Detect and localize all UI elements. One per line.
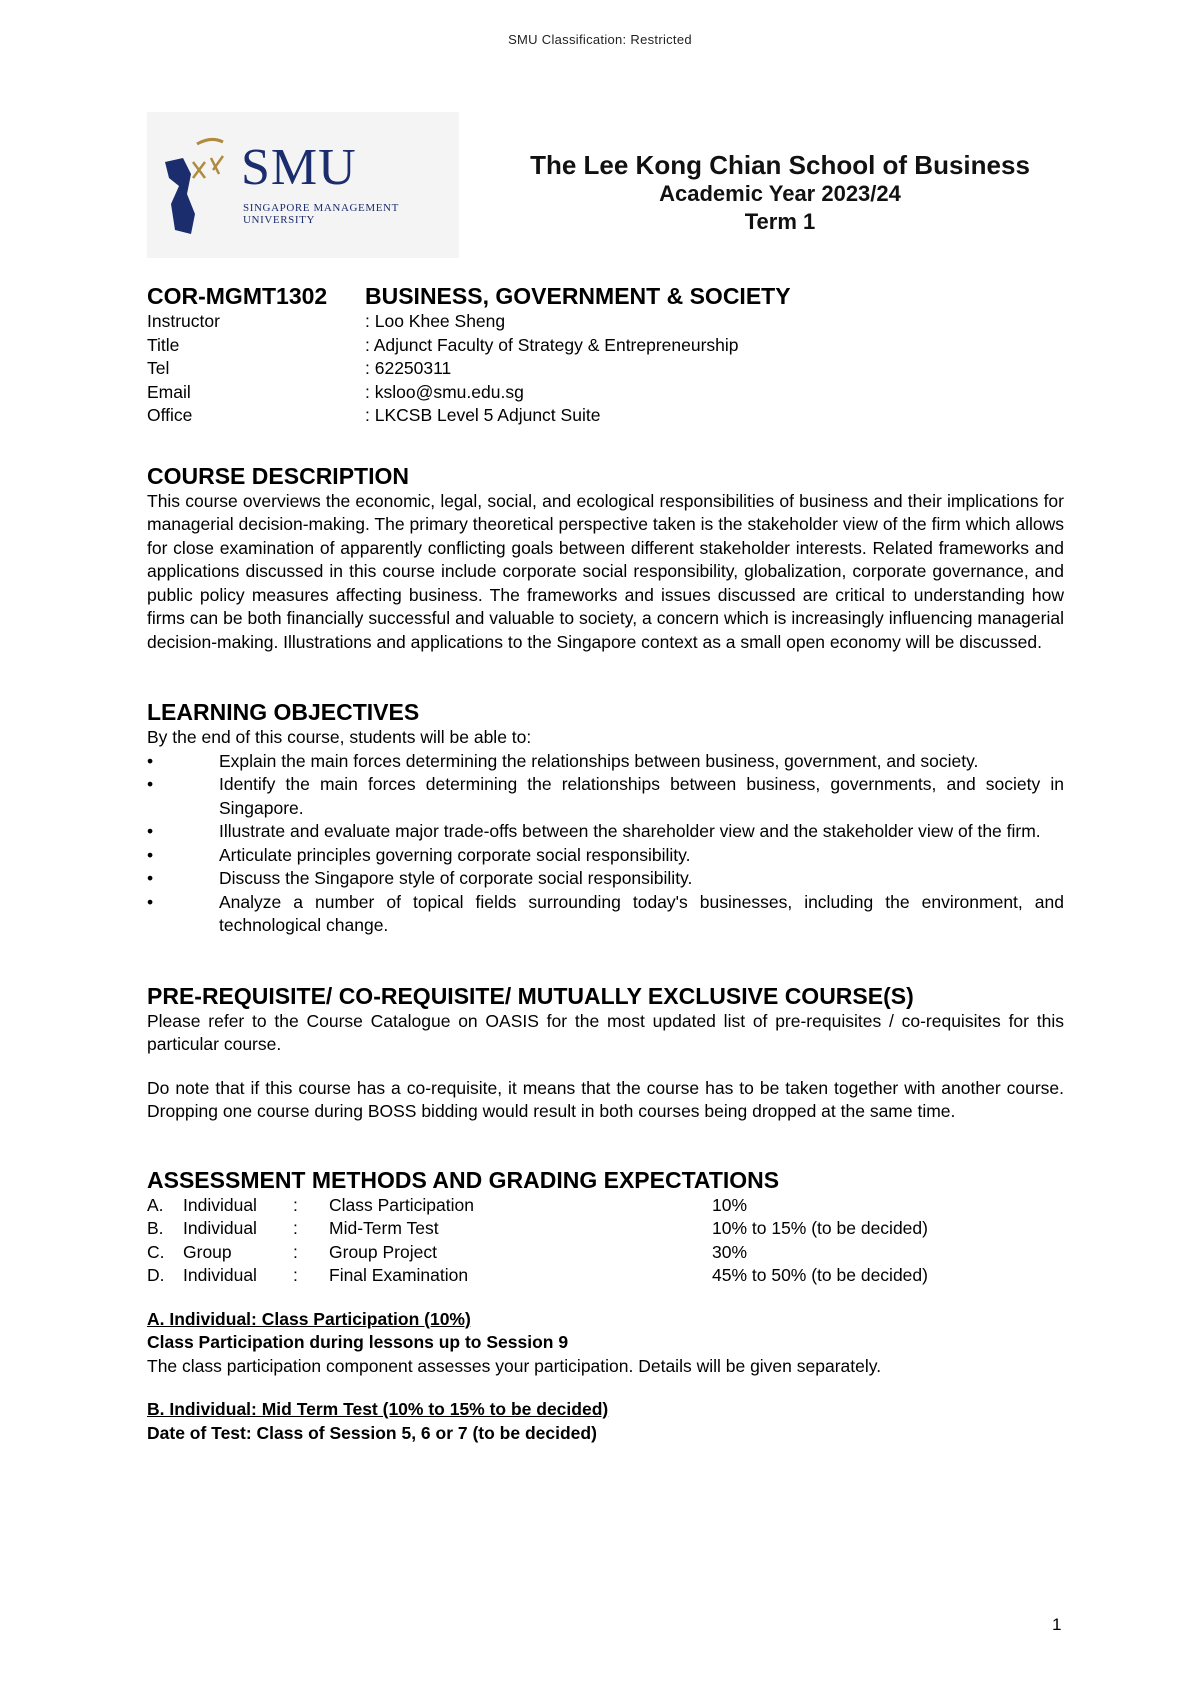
page-number: 1	[1052, 1615, 1062, 1634]
school-name: The Lee Kong Chian School of Business	[530, 150, 1030, 180]
course-code: COR-MGMT1302	[147, 283, 328, 309]
prerequisite-heading: PRE-REQUISITE/ CO-REQUISITE/ MUTUALLY EXCLUSIVE COURSE(S)	[147, 982, 914, 1009]
mid-term-test-date: Date of Test: Class of Session 5, 6 or 7 (to be decided)	[147, 1422, 597, 1443]
assessment-weight: 10%	[712, 1194, 748, 1215]
info-row-office: Office : LKCSB Level 5 Adjunct Suite	[147, 405, 601, 425]
assessment-letter: C.	[147, 1241, 165, 1262]
assessment-sep: :	[293, 1265, 298, 1285]
instructor-info	[147, 310, 1064, 428]
assessment-type: Group	[183, 1241, 232, 1262]
assessment-letter: D.	[147, 1265, 165, 1285]
list-item: • Analyze a number of topical fields surrounding today's businesses, including the environment, and technological change.	[147, 891, 1064, 935]
mid-term-test-heading: B. Individual: Mid Term Test (10% to 15% to be decided)	[147, 1399, 609, 1419]
assessment-weight: 10% to 15% (to be decided)	[712, 1218, 928, 1238]
assessment-item: Class Participation	[329, 1194, 474, 1215]
document-body	[147, 282, 1064, 1445]
list-item: • Discuss the Singapore style of corporate social responsibility.	[147, 868, 693, 888]
list-item: • Explain the main forces determining the relationships between business, government, and society.	[147, 750, 979, 771]
logo-wordmark: SMU	[241, 139, 357, 196]
smu-emblem-icon	[161, 134, 241, 239]
assessment-weight: 30%	[712, 1241, 748, 1262]
info-row-title: Title : Adjunct Faculty of Strategy & Entrepreneurship	[147, 334, 739, 355]
assessment-sep: :	[293, 1241, 298, 1262]
assessment-sep: :	[293, 1218, 298, 1238]
assessment-letter: B.	[147, 1218, 164, 1238]
assessment-weight: 45% to 50% (to be decided)	[712, 1265, 928, 1285]
info-row-email: Email : ksloo@smu.edu.sg	[147, 381, 524, 402]
class-participation-text: The class participation component assesses your participation. Details will be given separately.	[147, 1355, 882, 1376]
learning-objectives-heading: LEARNING OBJECTIVES	[147, 699, 420, 725]
list-item: • Identify the main forces determining the relationships between business, governments, and society in Singapore.	[147, 774, 1064, 818]
classification-label: SMU Classification: Restricted	[508, 32, 692, 47]
assessment-letter: A.	[147, 1194, 164, 1215]
course-description-heading: COURSE DESCRIPTION	[147, 462, 409, 489]
logo-subtitle: SINGAPORE MANAGEMENT UNIVERSITY	[243, 202, 399, 226]
objectives-intro: By the end of this course, students will be able to:	[147, 727, 532, 747]
list-item: • Articulate principles governing corporate social responsibility.	[147, 844, 691, 865]
class-participation-heading: A. Individual: Class Participation (10%)	[147, 1308, 471, 1329]
course-title	[147, 282, 1064, 310]
assessment-table	[147, 1194, 1064, 1288]
assessment-item: Mid-Term Test	[329, 1218, 439, 1238]
smu-logo	[147, 112, 459, 258]
corequisite-note: Do note that if this course has a co-requisite, it means that the course has to be taken together with another course. Dropping one course during BOSS bidding would result in both courses being dropped at the same time.	[147, 1077, 1064, 1121]
assessment-item: Final Examination	[329, 1265, 469, 1285]
assessment-type: Individual	[183, 1265, 257, 1285]
info-row-instructor: Instructor : Loo Khee Sheng	[147, 311, 506, 331]
assessment-heading: ASSESSMENT METHODS AND GRADING EXPECTATIONS	[147, 1166, 780, 1193]
assessment-type: Individual	[183, 1194, 257, 1215]
term: Term 1	[744, 209, 816, 234]
course-name: BUSINESS, GOVERNMENT & SOCIETY	[365, 283, 791, 309]
class-participation-subheading: Class Participation during lessons up to Session 9	[147, 1332, 569, 1352]
document-header	[480, 150, 1080, 236]
academic-year: Academic Year 2023/24	[659, 181, 901, 206]
list-item: • Illustrate and evaluate major trade-offs between the shareholder view and the stakeholder view of the firm.	[147, 821, 1041, 841]
assessment-item: Group Project	[329, 1241, 437, 1262]
info-row-tel: Tel : 62250311	[147, 358, 452, 378]
objectives-list	[147, 750, 1064, 938]
assessment-type: Individual	[183, 1218, 257, 1238]
prerequisite-text: Please refer to the Course Catalogue on OASIS for the most updated list of pre-requisites / co-requisites for this particular course.	[147, 1010, 1064, 1054]
course-description-text: This course overviews the economic, legal, social, and ecological responsibilities of business and their implications for managerial decision-making. The primary theoretical perspective taken is the stakeholder view of the firm which allows for close examination of apparently conflicting goals between different stakeholder interests. Related frameworks and applications discussed in this course include corporate social responsibility, globalization, corporate governance, and public policy measures affecting business. The frameworks and issues discussed are critical to understanding how firms can be both financially successful and valuable to society, a concern which is increasingly influencing managerial decision-making. Illustrations and applications to the Singapore context as a small open economy will be discussed.	[147, 490, 1064, 652]
assessment-sep: :	[293, 1194, 298, 1215]
